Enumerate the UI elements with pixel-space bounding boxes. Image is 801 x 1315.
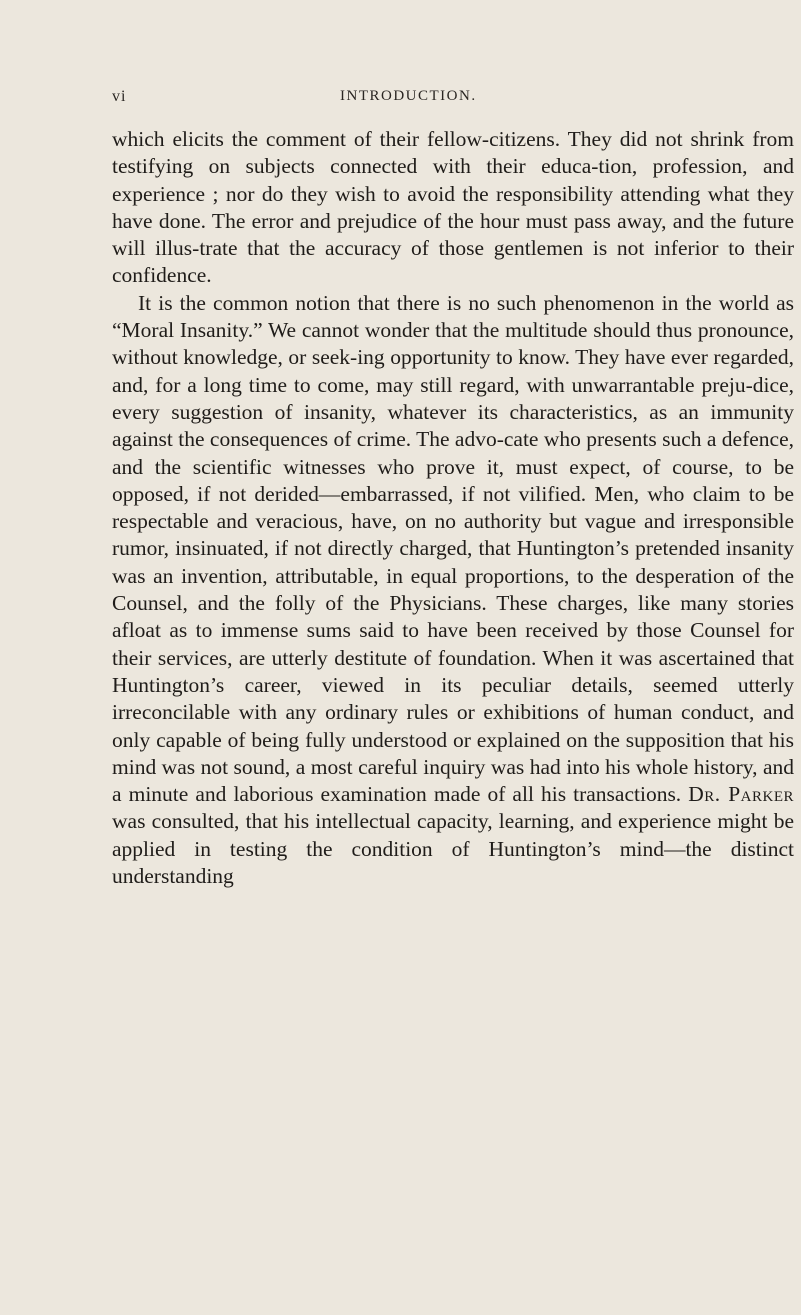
paragraph-1: which elicits the comment of their fellow-citizens. They did not shrink from testifying on subjects connected with their educa-tion, profession, and experience ; nor do they wish to avoid the responsibility attending what they have done. The error and prejudice of the hour must pass away, and the future will illus-trate that the accuracy of those gentlemen is not inferior to their confidence. (112, 127, 794, 288)
paragraph-2 (112, 290, 794, 891)
page-header (112, 88, 792, 112)
name-mention: Dr. Parker (688, 782, 795, 807)
running-head: INTRODUCTION. (340, 88, 477, 104)
page-number: vi (112, 88, 127, 105)
body-text (112, 126, 794, 890)
paragraph-2-text: It is the common notion that there is no such phenomenon in the world as “Moral Insanity.” We cannot wonder that the multitude should thus pronounce, without knowledge, or seek-ing opportunity to know. They have ever regarded, and, for a long time to come, may still regard, with unwarrantable preju-dice, every suggestion of insanity, whatever its characteristics, as an immunity against the consequences of crime. The advo-cate who presents such a defence, and the scientific witnesses who prove it, must expect, of course, to be opposed, if not derided—embarrassed, if not vilified. Men, who claim to be respectable and veracious, have, on no authority but vague and irresponsible rumor, insinuated, if not directly charged, that Huntington’s pretended insanity was an invention, attributable, in equal proportions, to the desperation of the Counsel, and the folly of the Physicians. These charges, like many stories afloat as to immense sums said to have been received by those Counsel for their services, are utterly destitute of foundation. When it was ascertained that Huntington’s career, viewed in its peculiar details, seemed utterly irreconcilable with any ordinary rules or exhibitions of human conduct, and only capable of being fully understood or explained on the supposition that his mind was not sound, a most careful inquiry was had into his whole history, and a minute and laborious examination made of all his transactions. (112, 290, 794, 807)
paragraph-2-continuation: was consulted, that his intellectual capacity, learning, and experience might be applied in testing the condition of Huntington’s mind—the distinct understanding (112, 809, 794, 889)
